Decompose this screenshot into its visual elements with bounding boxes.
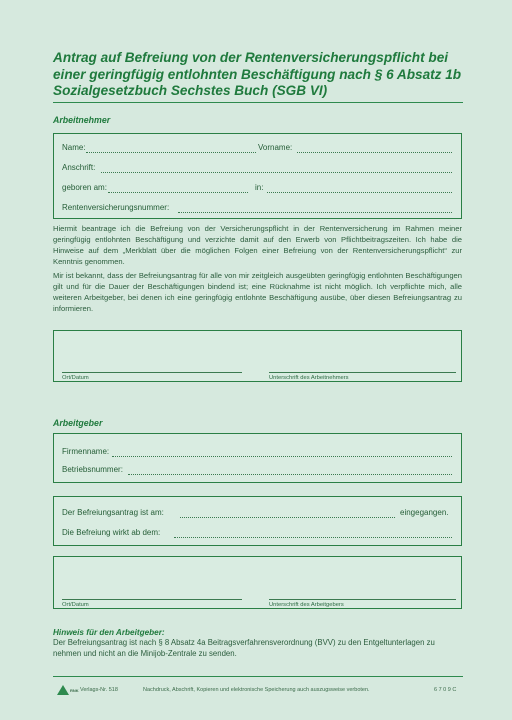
- declaration-paragraph-1: Hiermit beantrage ich die Befreiung von der Versicherungspflicht in der Rentenversicherung im Rahmen meiner geringfügig entlohnten Beschäftigung und verzichte damit auf den Erwerb von Pflichtbeitragszeiten. Ich habe die Hinweise auf dem „Merkblatt über die möglichen Folgen einer Befreiung von der Rentenversicherungspflicht“ zur Kenntnis genommen.: [53, 224, 462, 266]
- form-code: 6 7 0 9 C: [434, 687, 457, 693]
- employee-signature-line[interactable]: [269, 372, 456, 373]
- employer-signature-box: [53, 556, 462, 609]
- footer-divider: [53, 676, 463, 677]
- hint-title: Hinweis für den Arbeitgeber:: [53, 628, 165, 637]
- pension-number-field[interactable]: [178, 212, 452, 213]
- received-date-field[interactable]: [180, 517, 395, 518]
- address-field[interactable]: [101, 172, 452, 173]
- employee-place-date-label: Ort/Datum: [62, 375, 89, 381]
- publisher-number: Verlags-Nr. 518: [80, 687, 118, 693]
- address-label: Anschrift:: [62, 163, 96, 172]
- company-number-field[interactable]: [128, 474, 452, 475]
- firstname-field[interactable]: [297, 152, 452, 153]
- company-name-label: Firmenname:: [62, 447, 110, 456]
- page-title: [53, 50, 473, 100]
- logo-icon: [57, 685, 69, 695]
- employee-signature-box: [53, 330, 462, 382]
- logo-text: RNK: [70, 688, 79, 693]
- title-line-2: einer geringfügig entlohnten Beschäftigung nach § 6 Absatz 1b: [53, 66, 462, 82]
- employer-heading: Arbeitgeber: [53, 418, 103, 428]
- employer-box: [53, 433, 462, 483]
- title-line-1: Antrag auf Befreiung von der Rentenversicherungspflicht bei: [53, 50, 449, 65]
- born-in-label: in:: [255, 183, 264, 192]
- title-line-3: Sozialgesetzbuch Sechstes Buch (SGB VI): [53, 83, 328, 98]
- company-name-field[interactable]: [112, 456, 452, 457]
- employer-signature-line[interactable]: [269, 599, 456, 600]
- employee-box: [53, 133, 462, 219]
- company-number-label: Betriebsnummer:: [62, 465, 123, 474]
- declaration-paragraph-2: Mir ist bekannt, dass der Befreiungsantrag für alle von mir zeitgleich ausgeübten geringfügig entlohnten Beschäftigungen gilt und für die Dauer der Beschäftigungen bindend ist; eine Rücknahme ist nicht möglich. Ich verpflichte mich, alle weiteren Arbeitgeber, bei denen ich eine geringfügig entlohnte Beschäftigung ausübe, über diesen Befreiungsantrag zu informieren.: [53, 271, 462, 313]
- employee-signature-label: Unterschrift des Arbeitnehmers: [269, 375, 349, 381]
- employer-signature-label: Unterschrift des Arbeitgebers: [269, 602, 344, 608]
- employer-place-date-line[interactable]: [62, 599, 242, 600]
- name-label: Name:: [62, 143, 86, 152]
- copyright-note: Nachdruck, Abschrift, Kopieren und elektronische Speicherung auch auszugsweise verboten.: [143, 687, 370, 693]
- employee-place-date-line[interactable]: [62, 372, 242, 373]
- effective-label: Die Befreiung wirkt ab dem:: [62, 528, 161, 537]
- effective-date-field[interactable]: [174, 537, 452, 538]
- born-date-field[interactable]: [108, 192, 248, 193]
- born-place-field[interactable]: [267, 192, 452, 193]
- footer-logo: [57, 682, 69, 700]
- firstname-label: Vorname:: [258, 143, 293, 152]
- name-field[interactable]: [86, 152, 256, 153]
- born-label: geboren am:: [62, 183, 107, 192]
- hint-text: Der Befreiungsantrag ist nach § 8 Absatz 4a Beitragsverfahrensverordnung (BVV) zu den Entgeltunterlagen zu nehmen und nicht an die Minijob-Zentrale zu senden.: [53, 638, 435, 658]
- employer-place-date-label: Ort/Datum: [62, 602, 89, 608]
- received-suffix: eingegangen.: [400, 508, 449, 517]
- received-label: Der Befreiungsantrag ist am:: [62, 508, 164, 517]
- employee-heading: Arbeitnehmer: [53, 115, 111, 125]
- pension-number-label: Rentenversicherungsnummer:: [62, 203, 170, 212]
- title-divider: [53, 102, 463, 103]
- exemption-box: [53, 496, 462, 546]
